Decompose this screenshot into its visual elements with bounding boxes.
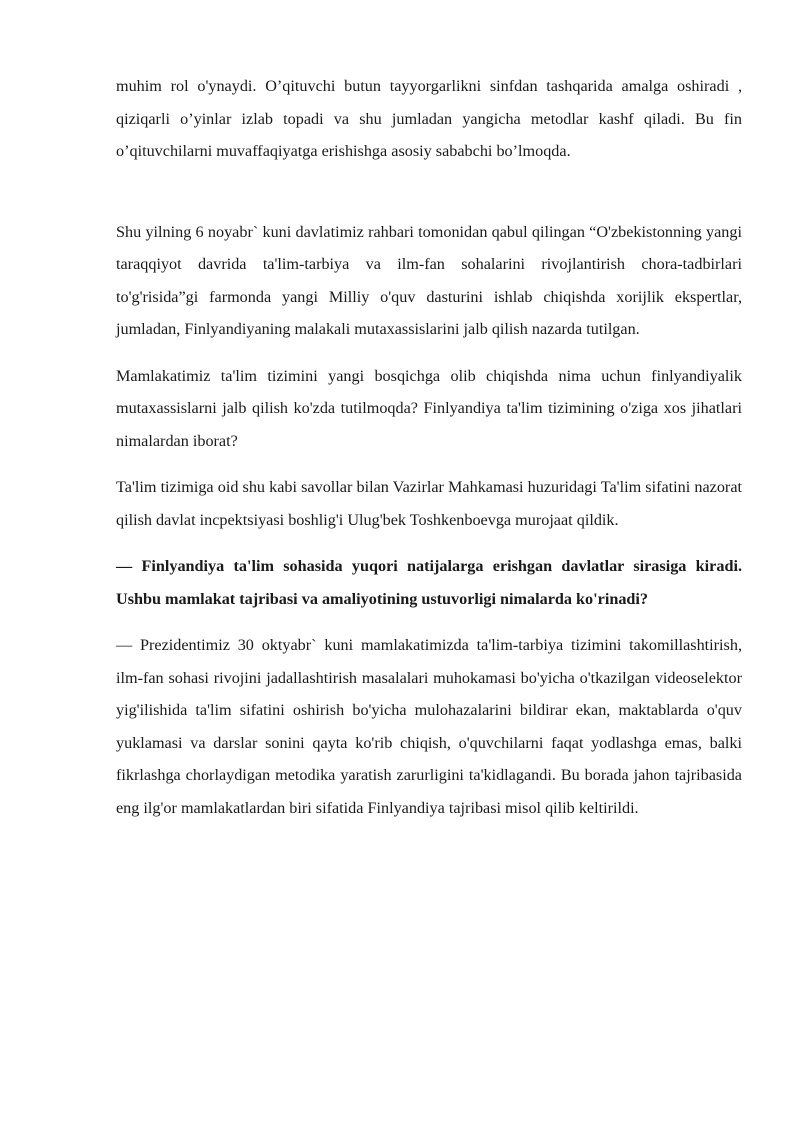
document-page: [116, 70, 742, 824]
paragraph-question-intro: Mamlakatimiz ta'lim tizimini yangi bosqichga olib chiqishda nima uchun finlyandiyalik mutaxassislarni jalb qilish ko'zda tutilmoqda? Finlyandiya ta'lim tizimining o'ziga xos jihatlari nimalardan iborat?: [116, 366, 742, 450]
paragraph-interview-answer: — Prezidentimiz 30 oktyabr` kuni mamlakatimizda ta'lim-tarbiya tizimini takomillashtirish, ilm-fan sohasi rivojini jadallashtirish masalalari muhokamasi bo'yicha o'tkazilgan videoselektor yig'ilishida ta'lim sifatini oshirish bo'yicha mulohazalarini bildirar ekan, maktablarda o'quv yuklamasi va darslar sonini qayta ko'rib chiqish, o'quvchilarni faqat yodlashga emas, balki fikrlashga chorlaydigan metodika yaratish zarurligini ta'kidlagandi. Bu borada jahon tajribasida eng ilg'or mamlakatlardan biri sifatida Finlyandiya tajribasi misol qilib keltirildi.: [116, 636, 742, 817]
paragraph-decree: Shu yilning 6 noyabr` kuni davlatimiz rahbari tomonidan qabul qilingan “O'zbekistonning yangi taraqqiyot davrida ta'lim-tarbiya va ilm-fan sohalarini rivojlantirish chora-tadbirlari to'g'risida”gi farmonda yangi Milliy o'quv dasturini ishlab chiqishda xorijlik ekspertlar, jumladan, Finlyandiyaning malakali mutaxassislarini jalb qilish nazarda tutilgan.: [116, 222, 742, 338]
paragraph-continuation: muhim rol o'ynaydi. O’qituvchi butun tayyorgarlikni sinfdan tashqarida amalga oshiradi , qiziqarli o’yinlar izlab topadi va shu jumladan yangicha metodlar kashf qiladi. Bu fin o’qituvchilarni muvaffaqiyatga erishishga asosiy sababchi bo’lmoqda.: [116, 77, 742, 160]
paragraph-interview-intro: Ta'lim tizimiga oid shu kabi savollar bilan Vazirlar Mahkamasi huzuridagi Ta'lim sifatini nazorat qilish davlat incpektsiyasi boshlig'i Ulug'bek Toshkenboevga murojaat qildik.: [116, 478, 742, 529]
paragraph-interview-question: — Finlyandiya ta'lim sohasida yuqori natijalarga erishgan davlatlar sirasiga kiradi. Ushbu mamlakat tajribasi va amaliyotining ustuvorligi nimalarda ko'rinadi?: [116, 557, 742, 608]
